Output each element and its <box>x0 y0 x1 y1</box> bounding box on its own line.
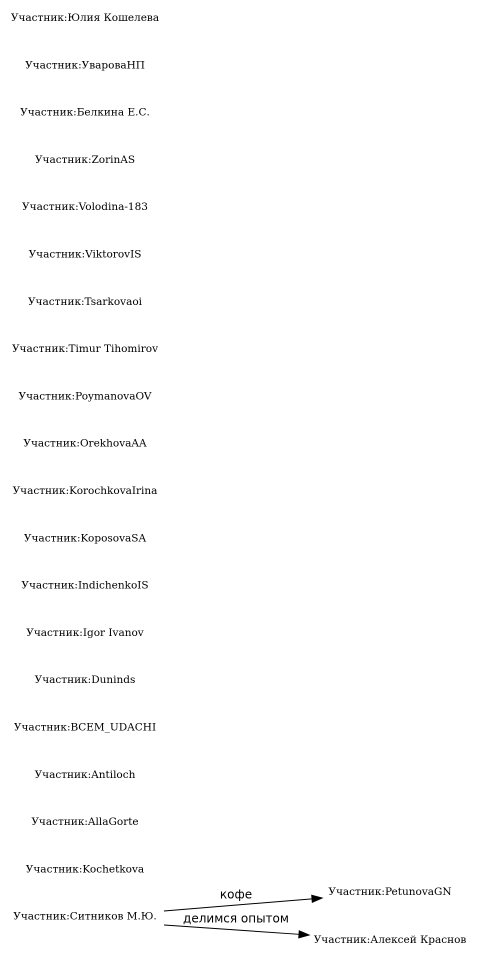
graph-node-label: Участник:PetunovaGN <box>328 886 452 898</box>
graph-node-label: Участник:AllaGorte <box>31 816 139 829</box>
edges-layer <box>164 888 322 938</box>
graph-node-label: Участник:Volodina-183 <box>22 201 148 214</box>
graph-node-label: Участник:PoymanovaOV <box>18 390 152 403</box>
graph-node-label: Участник:Antiloch <box>34 768 136 781</box>
graph-edge <box>164 888 322 912</box>
graph-node-label: Участник:Igor Ivanov <box>26 626 144 639</box>
graph-node-label: Участник:Ситников М.Ю. <box>13 910 157 923</box>
graph-edge <box>164 912 309 938</box>
graph-node-label: Участник:IndichenkoIS <box>21 579 149 592</box>
graph-node-label: Участник:Duninds <box>34 674 136 687</box>
graph-node-label: Участник:Алексей Краснов <box>313 934 467 946</box>
graph-edge-label: делимся опытом <box>183 911 289 926</box>
graph-node-label: Участник:Юлия Кошелева <box>10 12 160 24</box>
graph-node-label: Участник:Kochetkova <box>25 863 145 876</box>
graph-node-label: Участник:KoposovaSA <box>23 532 147 545</box>
graph-node-label: Участник:Белкина Е.С. <box>20 106 150 119</box>
graph-node-label: Участник:Tsarkovaoi <box>27 295 143 308</box>
graph-edge-line <box>164 925 299 934</box>
graph-node-label: Участник:УвароваНП <box>25 59 145 72</box>
graph-node-label: Участник:KorochkovaIrina <box>12 485 158 497</box>
nodes-layer <box>11 12 467 946</box>
arrowhead-icon <box>299 931 309 938</box>
graph-node-label: Участник:ViktorovIS <box>28 248 142 261</box>
graph-node-label: Участник:ВСЕМ_UDACHI <box>13 721 157 734</box>
graph-node-label: Участник:ZorinAS <box>34 153 136 166</box>
graph-edge-label: кофе <box>219 887 253 902</box>
graph-node-label: Участник:OrekhovaAA <box>23 437 147 450</box>
graph-node-label: Участник:Timur Tihomirov <box>11 343 159 356</box>
arrowhead-icon <box>312 895 322 902</box>
